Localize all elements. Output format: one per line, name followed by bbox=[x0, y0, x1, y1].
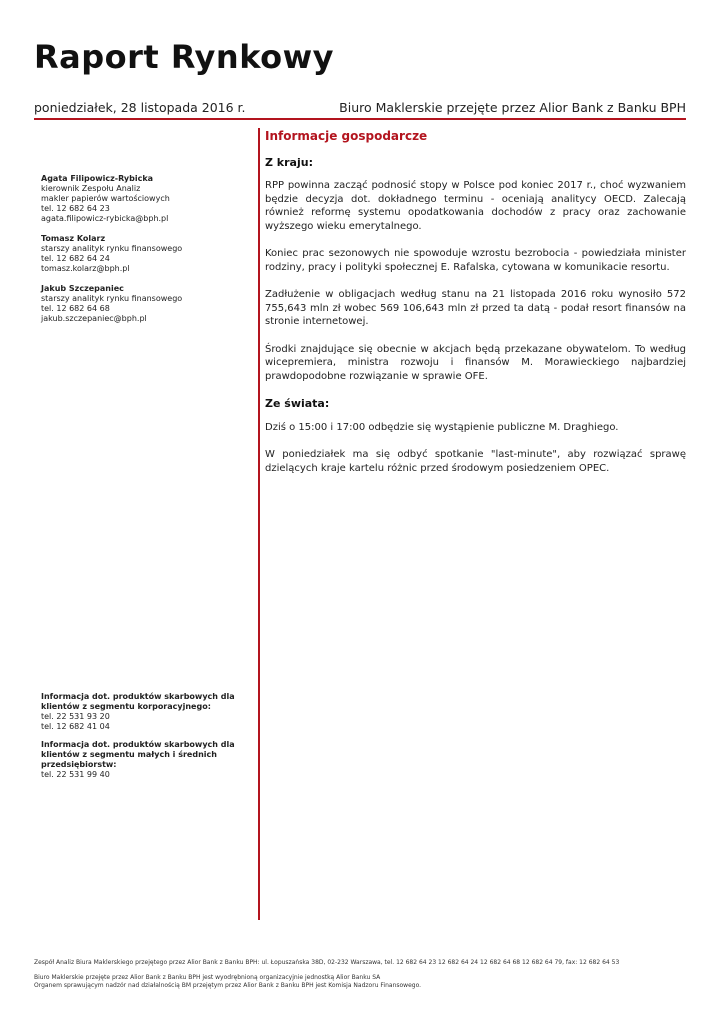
news-paragraph: Środki znajdujące się obecnie w akcjach będą przekazane obywatelom. To według wicepremiera, ministra rozwoju i finansów M. Morawieckiego najbardziej prawdopodobne rozwiązanie w sprawie OFE. bbox=[265, 343, 686, 382]
domestic-heading: Z kraju: bbox=[265, 155, 313, 169]
contact-heading: Informacja dot. produktów skarbowych dla klientów z segmentu małych i średnich przedsiębiorstw: bbox=[41, 740, 235, 769]
main-content bbox=[265, 130, 686, 489]
contact-phone: tel. 22 531 99 40 bbox=[41, 770, 110, 779]
analyst-name: Tomasz Kolarz bbox=[41, 234, 106, 243]
analyst-phone: tel. 12 682 64 68 bbox=[41, 304, 110, 313]
analyst-email[interactable]: agata.filipowicz-rybicka@bph.pl bbox=[41, 214, 169, 223]
report-title: Raport Rynkowy bbox=[34, 38, 335, 76]
contact-group-sme bbox=[41, 740, 241, 780]
news-paragraph: Dziś o 15:00 i 17:00 odbędzie się wystąpienie publiczne M. Draghiego. bbox=[265, 421, 619, 433]
page-footer bbox=[34, 959, 694, 990]
footer-address: Zespół Analiz Biura Maklerskiego przejętego przez Alior Bank z Banku BPH: ul. Łopuszańska 38D, 02-232 Warszawa, tel. 12 682 64 23 12 682 64 24 12 682 64 68 12 682 64 79, fax: 12 682 64 53 bbox=[34, 959, 620, 966]
analyst-role: makler papierów wartościowych bbox=[41, 194, 170, 203]
report-date: poniedziałek, 28 listopada 2016 r. bbox=[34, 100, 246, 115]
analyst-phone: tel. 12 682 64 23 bbox=[41, 204, 110, 213]
column-divider bbox=[258, 128, 260, 920]
contact-phone: tel. 22 531 93 20 bbox=[41, 712, 110, 721]
news-paragraph: RPP powinna zacząć podnosić stopy w Polsce pod koniec 2017 r., choć wyzwaniem będzie decyzja dot. dokładnego terminu - oceniają analitycy OECD. Zalecają również reformę systemu opodatkowania dochodów z pracy oraz zachowanie wyższego wieku emerytalnego. bbox=[265, 180, 686, 232]
analyst-phone: tel. 12 682 64 24 bbox=[41, 254, 110, 263]
contact-phone: tel. 12 682 41 04 bbox=[41, 722, 110, 731]
news-paragraph: Zadłużenie w obligacjach według stanu na 21 listopada 2016 roku wynosiło 572 755,643 mln zł wobec 569 106,643 mln zł przed ta datą - podał resort finansów na stronie internetowej. bbox=[265, 289, 686, 327]
news-paragraph: W poniedziałek ma się odbyć spotkanie "last-minute", aby rozwiązać sprawę dzielących kraje kartelu różnic przed środowym posiedzeniem OPEC. bbox=[265, 449, 686, 474]
analysts-sidebar bbox=[41, 174, 241, 334]
analyst-role: starszy analityk rynku finansowego bbox=[41, 244, 183, 253]
footer-legal: Organem sprawującym nadzór nad działalnością BM przejętym przez Alior Bank z Banku BPH jest Komisja Nadzoru Finansowego. bbox=[34, 982, 422, 989]
analyst-name: Jakub Szczepaniec bbox=[41, 284, 124, 293]
treasury-contacts bbox=[41, 692, 241, 788]
analyst-role: starszy analityk rynku finansowego bbox=[41, 294, 183, 303]
broker-name: Biuro Maklerskie przejęte przez Alior Bank z Banku BPH bbox=[339, 100, 686, 115]
analyst-email[interactable]: jakub.szczepaniec@bph.pl bbox=[41, 314, 147, 323]
analyst-card bbox=[41, 284, 241, 324]
contact-group-corporate bbox=[41, 692, 241, 732]
contact-heading: Informacja dot. produktów skarbowych dla klientów z segmentu korporacyjnego: bbox=[41, 692, 235, 711]
analyst-card bbox=[41, 174, 241, 224]
analyst-email[interactable]: tomasz.kolarz@bph.pl bbox=[41, 264, 130, 273]
analyst-card bbox=[41, 234, 241, 274]
analyst-name: Agata Filipowicz-Rybicka bbox=[41, 174, 154, 183]
analyst-role: kierownik Zespołu Analiz bbox=[41, 184, 141, 193]
world-heading: Ze świata: bbox=[265, 397, 330, 410]
section-title: Informacje gospodarcze bbox=[265, 129, 428, 143]
news-paragraph: Koniec prac sezonowych nie spowoduje wzrostu bezrobocia - powiedziała minister rodziny, pracy i polityki społecznej E. Rafalska, cytowana w komunikacie resortu. bbox=[265, 248, 686, 273]
header-divider bbox=[34, 118, 686, 120]
footer-legal: Biuro Maklerskie przejęte przez Alior Bank z Banku BPH jest wyodrębnioną organizacyjnie jednostką Alior Banku SA bbox=[34, 974, 381, 981]
